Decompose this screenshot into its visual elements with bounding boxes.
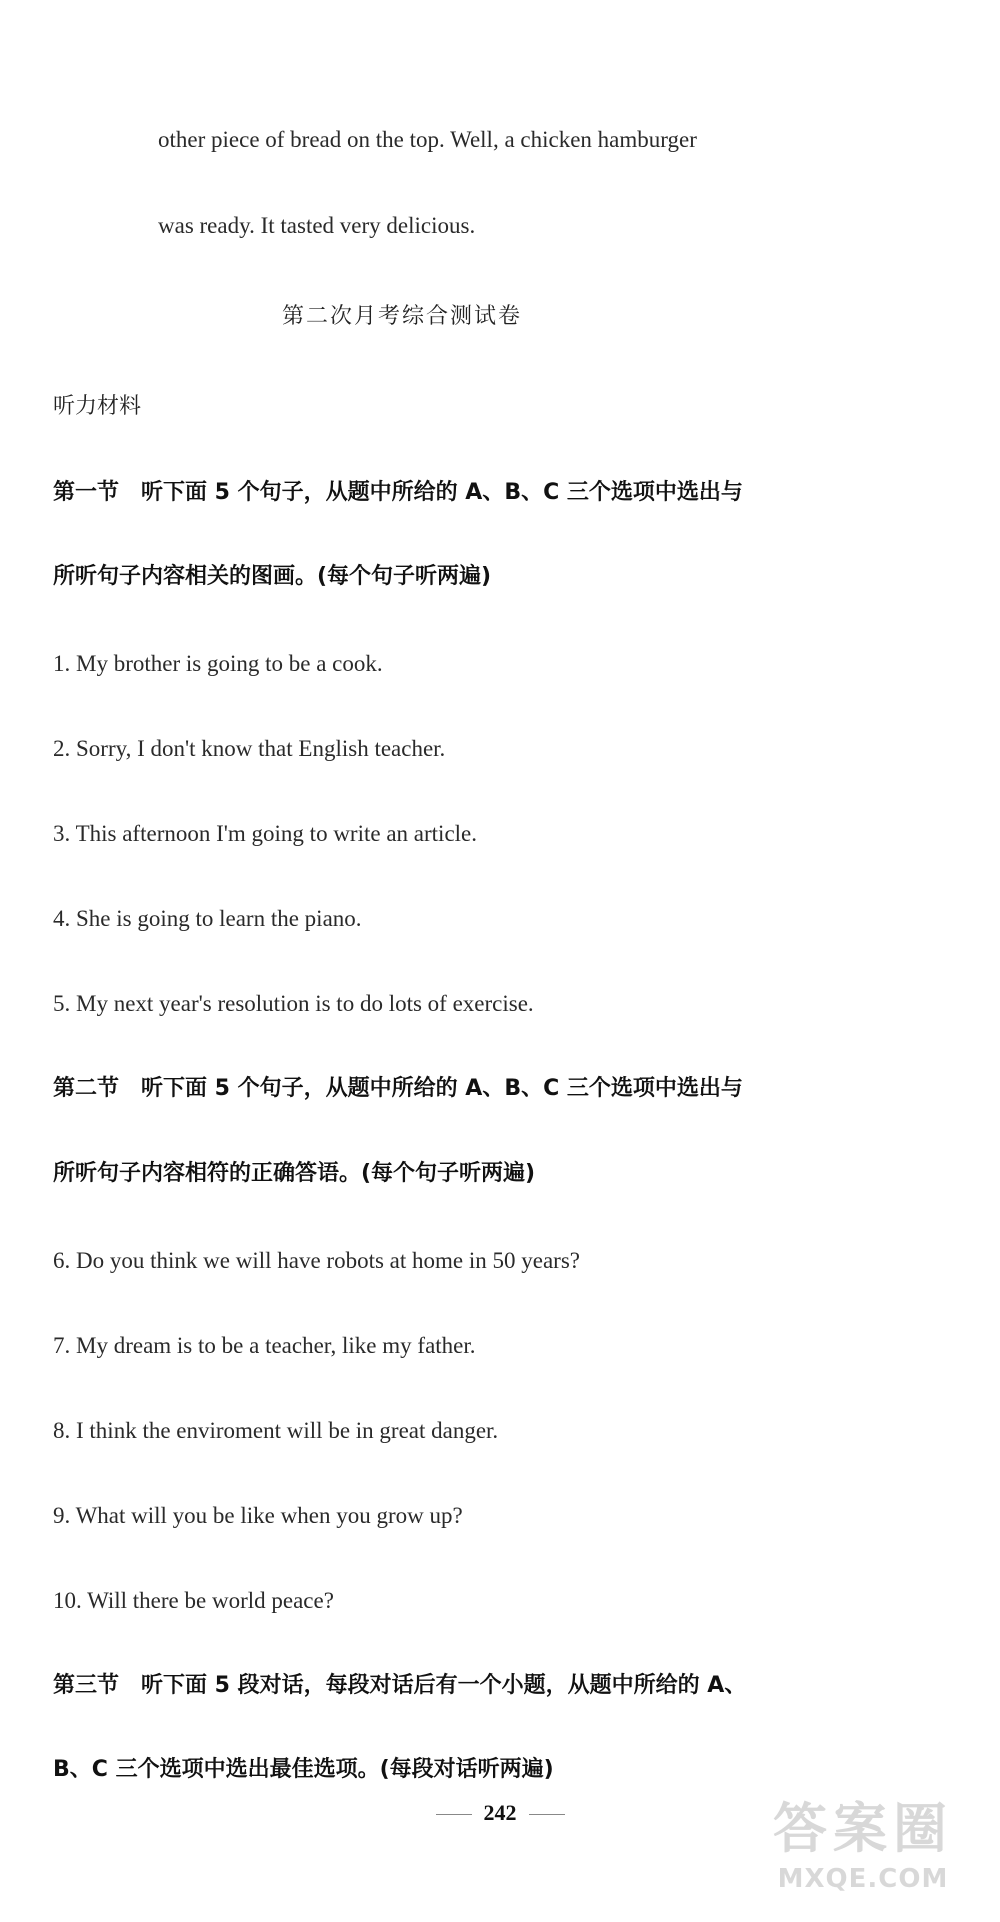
section2-heading-line-2: 所听句子内容相符的正确答语。(每个句子听两遍) [53,1161,536,1186]
list-item: 4. She is going to learn the piano. [53,906,362,931]
list-item: 9. What will you be like when you grow up? [53,1503,463,1528]
list-item: 6. Do you think we will have robots at home in 50 years? [53,1248,580,1273]
list-item: 1. My brother is going to be a cook. [53,651,383,676]
watermark-logo [748,1786,978,1906]
page-number-dash-left [436,1814,472,1815]
page-number-value: 242 [483,1800,517,1825]
list-item: 10. Will there be world peace? [53,1588,334,1613]
list-item: 5. My next year's resolution is to do lots of exercise. [53,991,534,1016]
section1-heading-line-2: 所听句子内容相关的图画。(每个句子听两遍) [53,564,492,589]
page-number-dash-right [529,1814,565,1815]
section2-heading-line-1: 第二节 听下面 5 个句子，从题中所给的 A、B、C 三个选项中选出与 [53,1076,743,1101]
continuation-line-1: other piece of bread on the top. Well, a chicken hamburger [158,127,697,152]
section3-heading-line-1: 第三节 听下面 5 段对话，每段对话后有一个小题，从题中所给的 A、 [53,1673,747,1698]
list-item: 8. I think the enviroment will be in great danger. [53,1418,499,1443]
list-item: 3. This afternoon I'm going to write an article. [53,821,477,846]
section3-heading-line-2: B、C 三个选项中选出最佳选项。(每段对话听两遍) [53,1757,554,1782]
listening-label: 听力材料 [53,394,142,419]
page-title: 第二次月考综合测试卷 [282,304,523,329]
section1-heading-line-1: 第一节 听下面 5 个句子，从题中所给的 A、B、C 三个选项中选出与 [53,480,743,505]
continuation-line-2: was ready. It tasted very delicious. [158,213,476,238]
watermark-url: MXQE.COM [777,1864,949,1894]
watermark-title: 答案圈 [773,1797,953,1860]
list-item: 7. My dream is to be a teacher, like my father. [53,1333,476,1358]
list-item: 2. Sorry, I don't know that English teacher. [53,736,446,761]
